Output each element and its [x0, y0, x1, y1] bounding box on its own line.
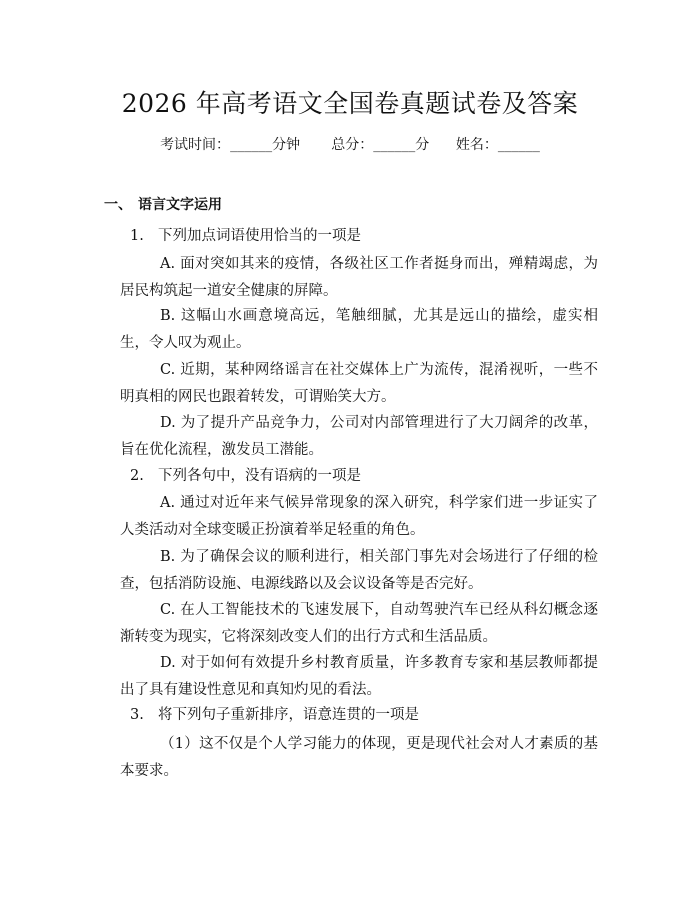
question-3-stem: [130, 703, 419, 724]
name-label: 姓名：: [455, 137, 498, 153]
q2-option-c: C. 在人工智能技术的飞速发展下，自动驾驶汽车已经从科幻概念逐渐转变为现实，它将深刻改变人们的出行方式和生活品质。: [120, 602, 598, 645]
question-text: 将下列句子重新排序，语意连贯的一项是: [158, 707, 419, 723]
time-label: 考试时间：: [160, 137, 231, 153]
score-unit: 分: [415, 137, 430, 153]
section-number: 一、: [104, 197, 132, 213]
q1-option-a: A. 面对突如其来的疫情，各级社区工作者挺身而出，殚精竭虑，为居民构筑起一道安全健康的屏障。: [120, 256, 598, 299]
time-unit: 分钟: [272, 137, 301, 153]
question-text: 下列加点词语使用恰当的一项是: [158, 228, 361, 244]
q2-option-b: B. 为了确保会议的顺利进行，相关部门事先对会场进行了仔细的检查，包括消防设施、电源线路以及会议设备等是否完好。: [120, 549, 598, 592]
name-blank: ______: [497, 137, 540, 153]
question-1-stem: [130, 224, 361, 245]
exam-meta: [0, 134, 700, 154]
q1-option-b: B. 这幅山水画意境高远，笔触细腻，尤其是远山的描绘，虚实相生，令人叹为观止。: [120, 308, 598, 351]
question-2-stem: [130, 464, 361, 485]
q2-option-a: A. 通过对近年来气候异常现象的深入研究，科学家们进一步证实了人类活动对全球变暖正扮演着举足轻重的角色。: [120, 495, 598, 538]
question-number: 3.: [130, 707, 144, 723]
section-title: 语言文字运用: [138, 197, 222, 213]
question-text: 下列各句中，没有语病的一项是: [158, 468, 361, 484]
time-blank: ______: [230, 137, 273, 153]
q2-option-d: D. 对于如何有效提升乡村教育质量，许多教育专家和基层教师都提出了具有建设性意见和真知灼见的看法。: [120, 655, 598, 698]
page-title: 2026 年高考语文全国卷真题试卷及答案: [121, 89, 579, 118]
score-label: 总分：: [331, 137, 374, 153]
question-number: 2.: [130, 468, 144, 484]
q1-option-c: C. 近期，某种网络谣言在社交媒体上广为流传，混淆视听，一些不明真相的网民也跟着转发，可谓贻笑大方。: [120, 362, 598, 405]
score-blank: ______: [373, 137, 416, 153]
question-number: 1.: [130, 228, 144, 244]
q3-sentence-1: （1）这不仅是个人学习能力的体现，更是现代社会对人才素质的基本要求。: [120, 736, 598, 779]
q1-option-d: D. 为了提升产品竞争力，公司对内部管理进行了大刀阔斧的改革，旨在优化流程，激发员工潜能。: [120, 415, 598, 458]
section-heading: [104, 194, 222, 214]
